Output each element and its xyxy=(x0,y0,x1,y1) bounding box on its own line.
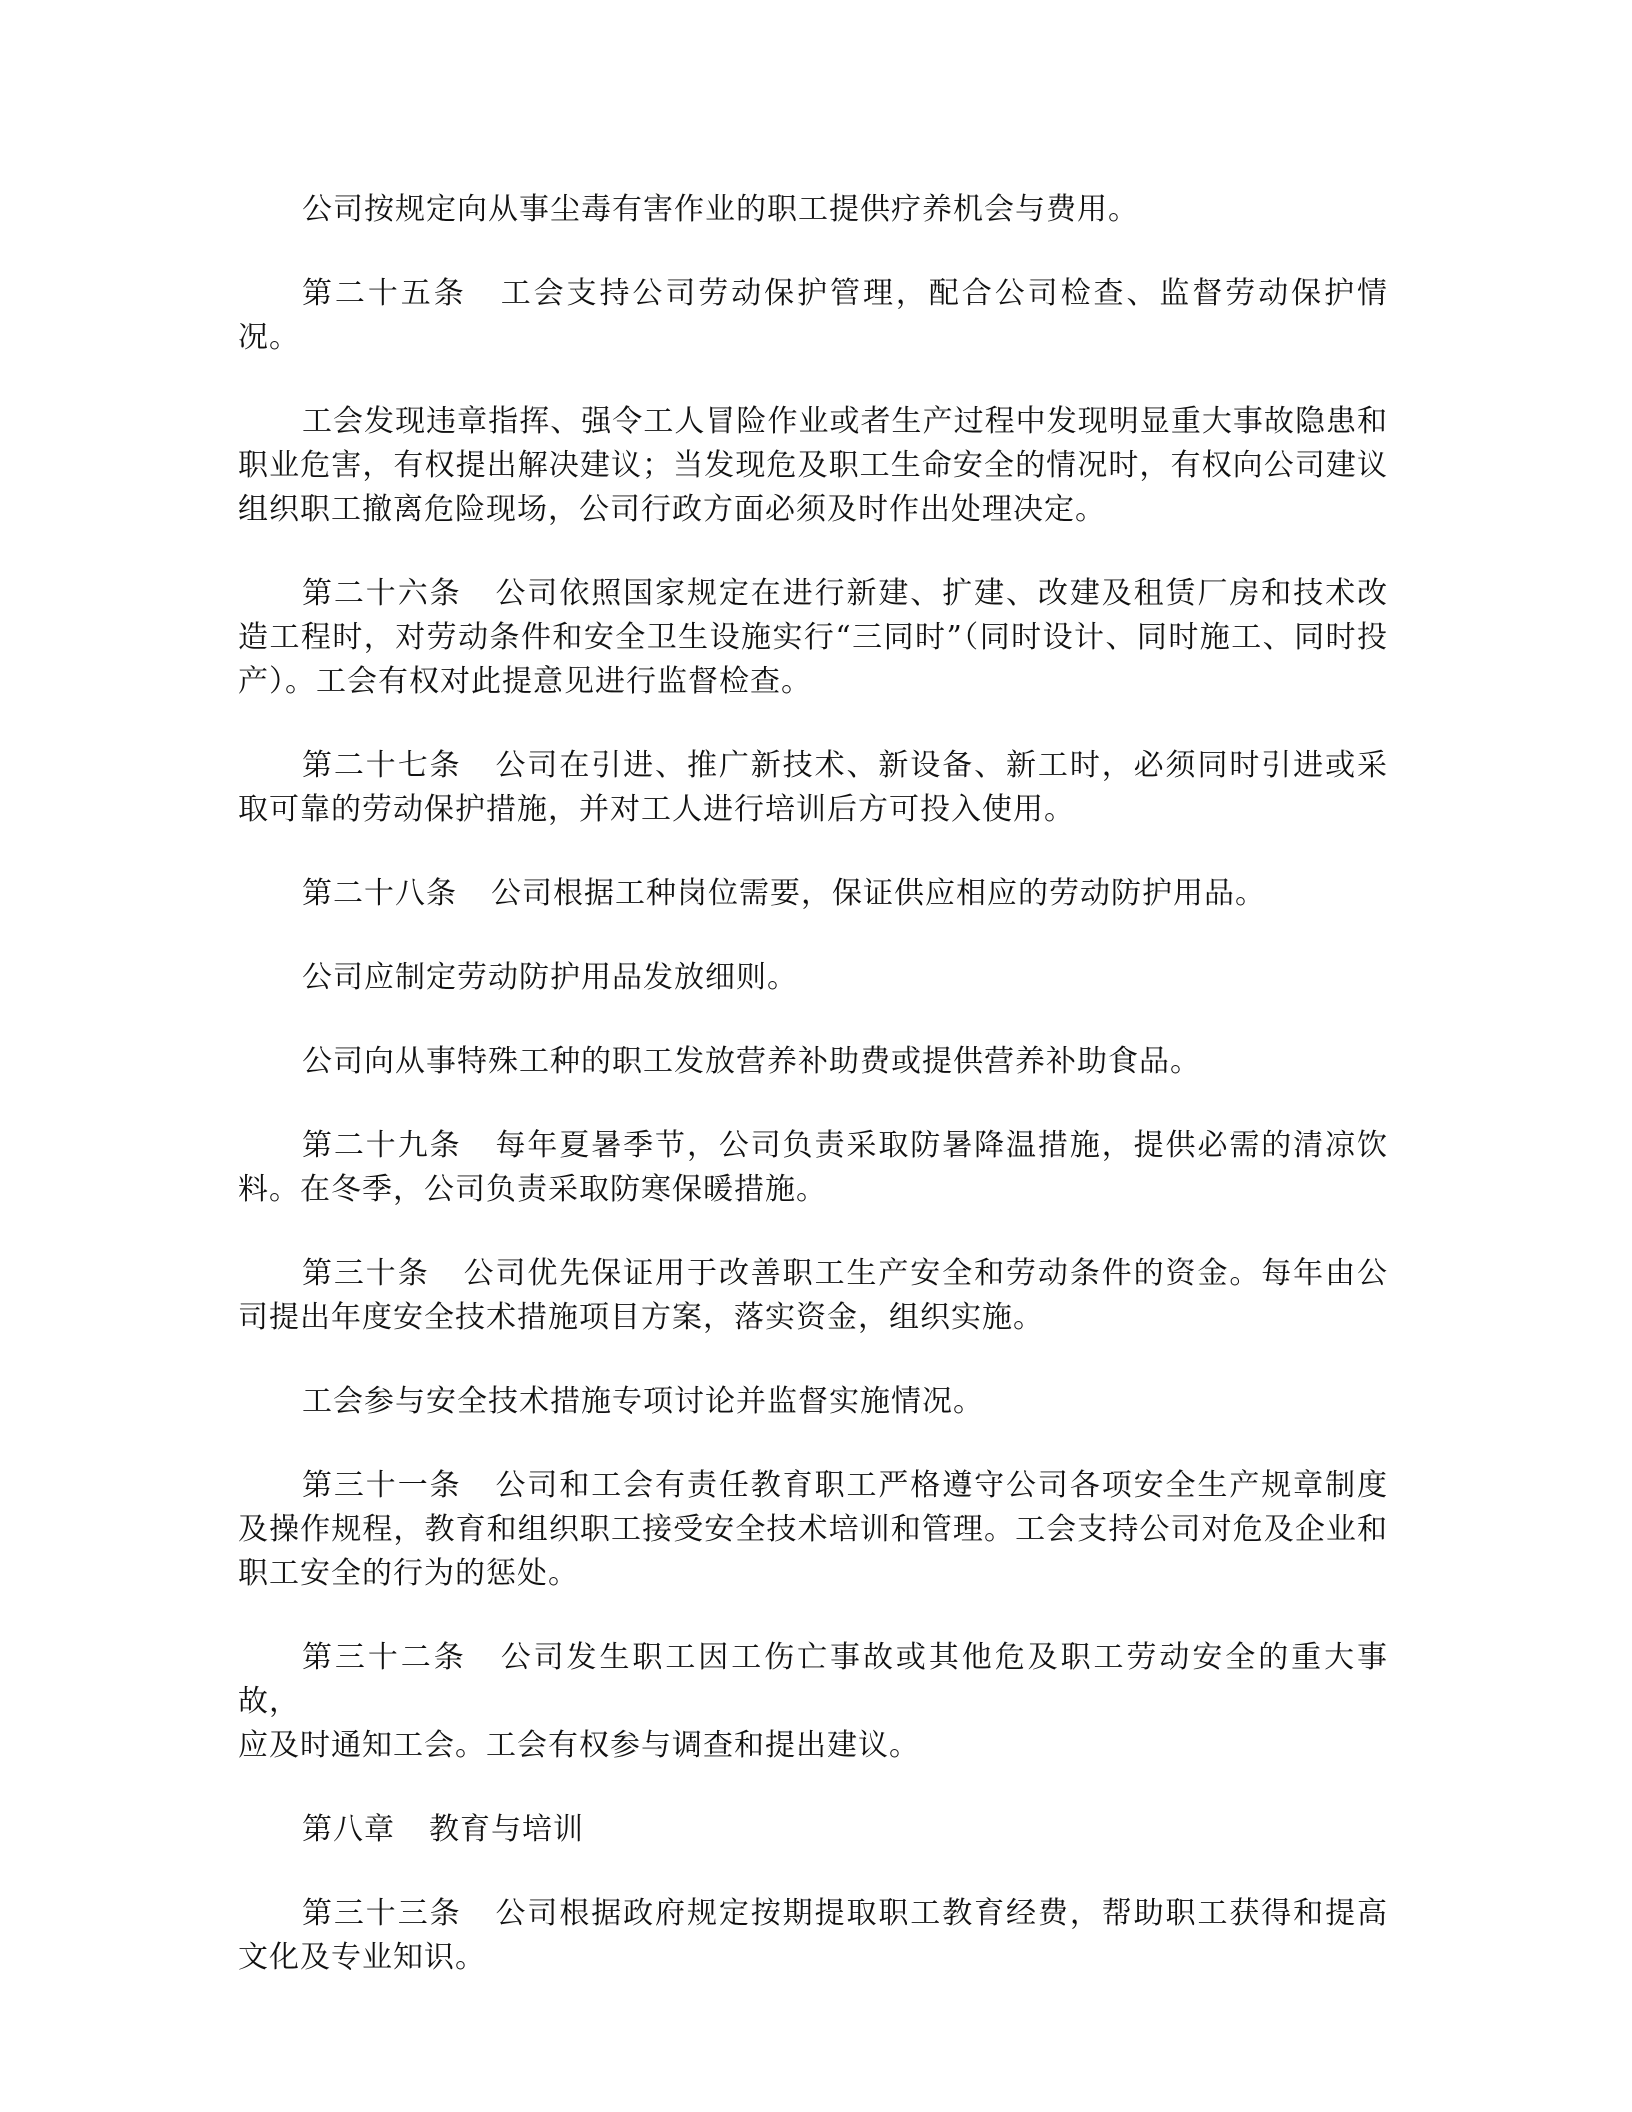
article-number: 第二十六条 xyxy=(302,576,462,611)
chapter-8-heading xyxy=(238,1808,1388,1852)
paragraph-1 xyxy=(238,188,1388,232)
paragraph-text: 公司在引进、推广新技术、新设备、新工时，必须同时引进或采取可靠的劳动保护措施，并对工人进行培训后方可投入使用。 xyxy=(238,748,1388,827)
article-29 xyxy=(238,1124,1388,1212)
paragraph-text: 工会支持公司劳动保护管理，配合公司检查、监督劳动保护情况。 xyxy=(238,276,1389,355)
article-30 xyxy=(238,1252,1388,1340)
paragraph-text: 公司按规定向从事尘毒有害作业的职工提供疗养机会与费用。 xyxy=(302,192,1139,227)
paragraph-text: 公司优先保证用于改善职工生产安全和劳动条件的资金。每年由公司提出年度安全技术措施项目方案，落实资金，组织实施。 xyxy=(238,1256,1388,1335)
article-number: 第二十九条 xyxy=(302,1128,462,1163)
chapter-number: 第八章 xyxy=(302,1812,395,1847)
paragraph-11 xyxy=(238,1380,1388,1424)
article-number: 第二十八条 xyxy=(302,876,457,911)
document-page xyxy=(238,188,1388,2020)
paragraph-8 xyxy=(238,1040,1388,1084)
article-33 xyxy=(238,1892,1388,1980)
paragraph-text: 公司根据工种岗位需要，保证供应相应的劳动防护用品。 xyxy=(491,876,1266,911)
paragraph-text: 公司向从事特殊工种的职工发放营养补助费或提供营养补助食品。 xyxy=(302,1044,1201,1079)
paragraph-7 xyxy=(238,956,1388,1000)
article-number: 第三十三条 xyxy=(302,1896,462,1931)
article-number: 第二十七条 xyxy=(302,748,462,783)
article-26 xyxy=(238,572,1388,704)
article-number: 第二十五条 xyxy=(302,276,467,311)
article-25 xyxy=(238,272,1388,360)
paragraph-text: 每年夏暑季节，公司负责采取防暑降温措施，提供必需的清凉饮料。在冬季，公司负责采取防寒保暖措施。 xyxy=(238,1128,1388,1207)
article-number: 第三十一条 xyxy=(302,1468,462,1503)
article-27 xyxy=(238,744,1388,832)
chapter-title: 教育与培训 xyxy=(429,1812,584,1847)
article-31 xyxy=(238,1464,1388,1596)
paragraph-text: 工会发现违章指挥、强令工人冒险作业或者生产过程中发现明显重大事故隐患和职业危害，有权提出解决建议；当发现危及职工生命安全的情况时，有权向公司建议组织职工撤离危险现场，公司行政方面必须及时作出处理决定。 xyxy=(238,404,1388,527)
article-number: 第三十条 xyxy=(302,1256,430,1291)
paragraph-text: 公司应制定劳动防护用品发放细则。 xyxy=(302,960,798,995)
article-32 xyxy=(238,1636,1388,1768)
paragraph-text: 公司根据政府规定按期提取职工教育经费，帮助职工获得和提高文化及专业知识。 xyxy=(238,1896,1388,1975)
article-28 xyxy=(238,872,1388,916)
article-number: 第三十二条 xyxy=(302,1640,467,1675)
paragraph-text: 公司依照国家规定在进行新建、扩建、改建及租赁厂房和技术改造工程时，对劳动条件和安全卫生设施实行“三同时”（同时设计、同时施工、同时投产）。工会有权对此提意见进行监督检查。 xyxy=(238,576,1388,699)
paragraph-text: 工会参与安全技术措施专项讨论并监督实施情况。 xyxy=(302,1384,984,1419)
paragraph-3 xyxy=(238,400,1388,532)
paragraph-text: 公司和工会有责任教育职工严格遵守公司各项安全生产规章制度及操作规程，教育和组织职工接受安全技术培训和管理。工会支持公司对危及企业和职工安全的行为的惩处。 xyxy=(238,1468,1388,1591)
paragraph-text: 公司发生职工因工伤亡事故或其他危及职工劳动安全的重大事故， xyxy=(238,1640,1389,1719)
paragraph-text-continued: 应及时通知工会。工会有权参与调查和提出建议。 xyxy=(238,1728,920,1763)
